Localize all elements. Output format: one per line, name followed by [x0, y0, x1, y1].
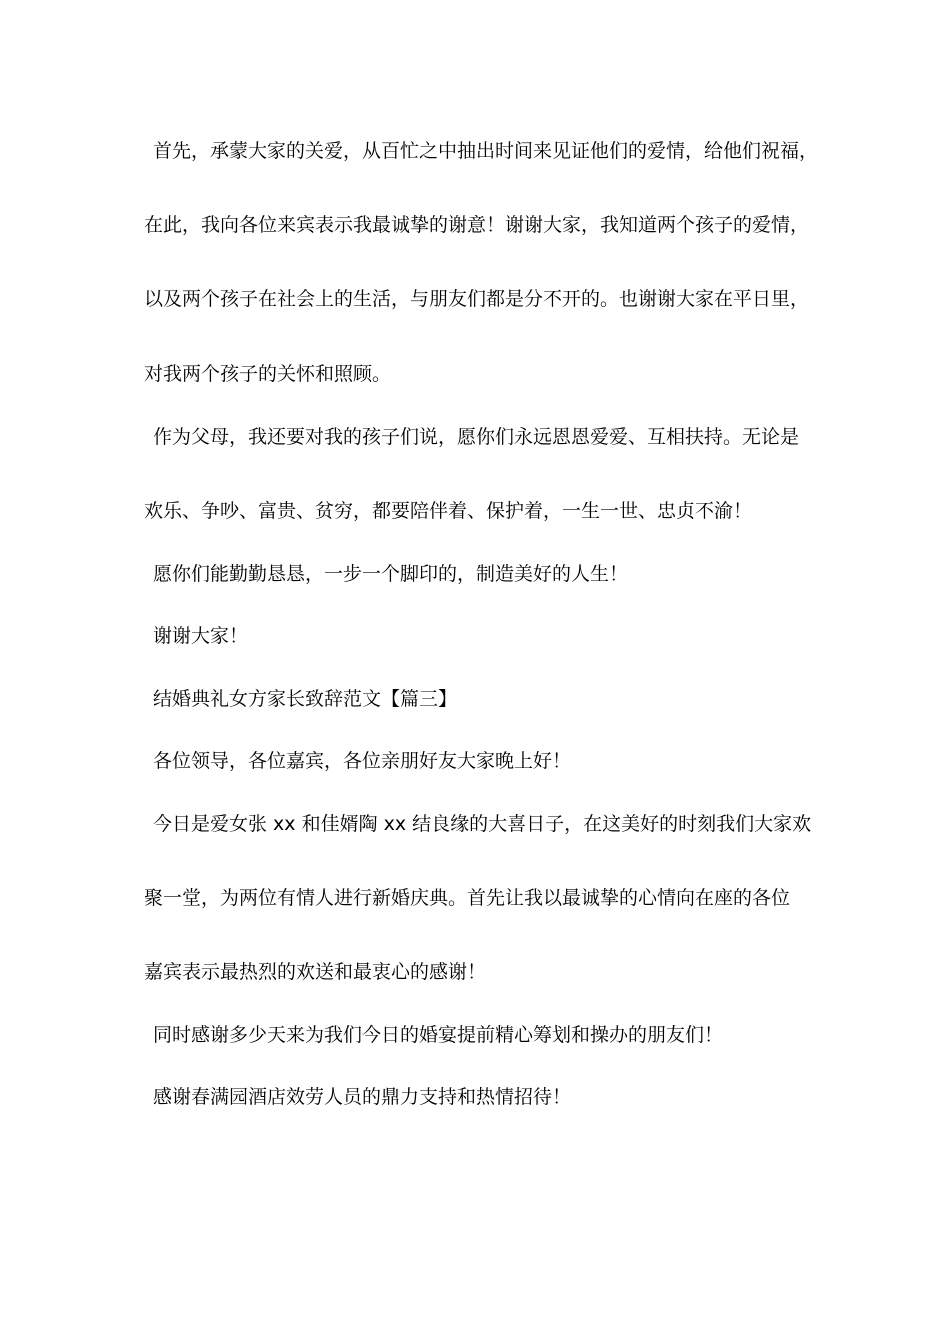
paragraph-line: 在此，我向各位来宾表示我最诚挚的谢意！谢谢大家，我知道两个孩子的爱情，	[144, 214, 810, 236]
paragraph-line: 各位领导，各位嘉宾，各位亲朋好友大家晚上好！	[153, 750, 572, 772]
paragraph-line: 聚一堂，为两位有情人进行新婚庆典。首先让我以最诚挚的心情向在座的各位	[144, 887, 791, 909]
paragraph-line: 以及两个孩子在社会上的生活，与朋友们都是分不开的。也谢谢大家在平日里，	[144, 288, 810, 310]
paragraph-line: 同时感谢多少天来为我们今日的婚宴提前精心筹划和操办的朋友们！	[153, 1024, 724, 1046]
section-heading: 结婚典礼女方家长致辞范文【篇三】	[153, 688, 458, 710]
paragraph-line: 感谢春满园酒店效劳人员的鼎力支持和热情招待！	[153, 1086, 572, 1108]
paragraph-line: 欢乐、争吵、富贵、贫穷，都要陪伴着、保护着，一生一世、忠贞不渝！	[144, 500, 753, 522]
paragraph-line: 作为父母，我还要对我的孩子们说，愿你们永远恩恩爱爱、互相扶持。无论是	[153, 426, 800, 448]
paragraph-line: 嘉宾表示最热烈的欢送和最衷心的感谢！	[144, 961, 487, 983]
paragraph-line: 首先，承蒙大家的关爱，从百忙之中抽出时间来见证他们的爱情，给他们祝福，	[153, 140, 819, 162]
paragraph-line: 对我两个孩子的关怀和照顾。	[144, 363, 392, 385]
paragraph-line: 愿你们能勤勤恳恳，一步一个脚印的，制造美好的人生！	[153, 563, 629, 585]
paragraph-line: 今日是爱女张 xx 和佳婿陶 xx 结良缘的大喜日子，在这美好的时刻我们大家欢	[153, 813, 812, 835]
paragraph-line: 谢谢大家！	[153, 625, 249, 647]
